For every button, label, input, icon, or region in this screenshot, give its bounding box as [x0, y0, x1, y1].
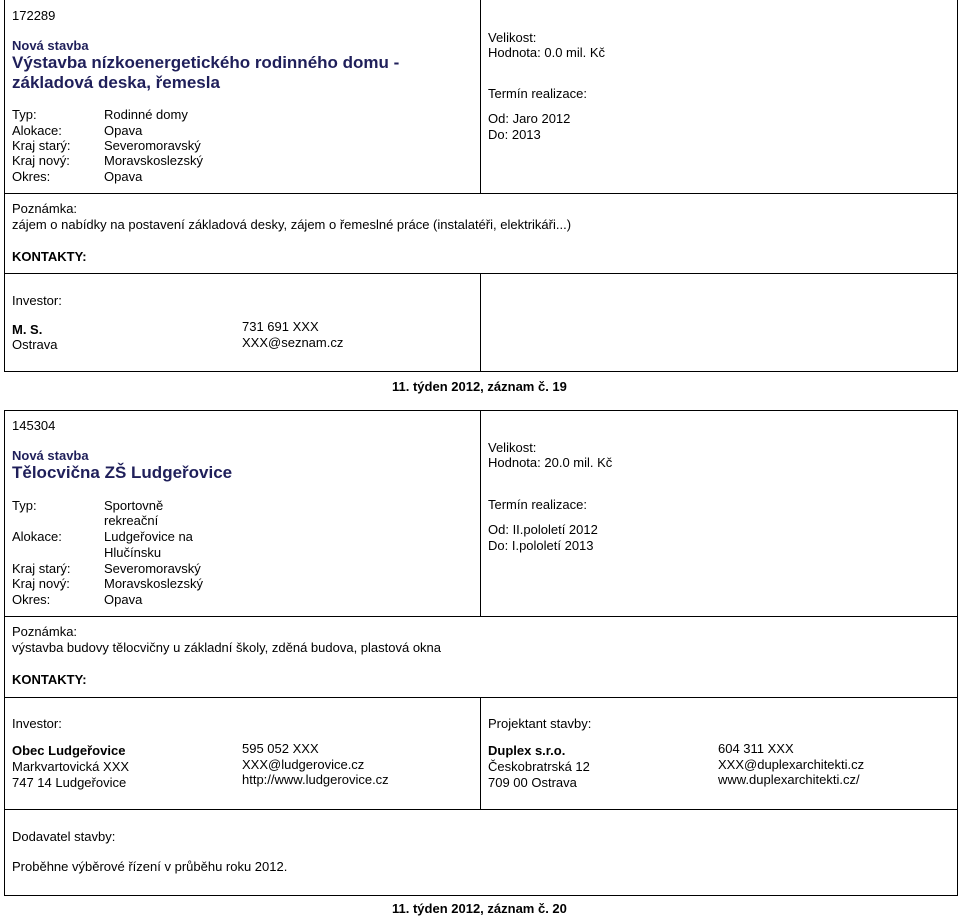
record-2-contacts-line: [4, 697, 958, 698]
record-2-designer-web[interactable]: www.duplexarchitekti.cz/: [718, 772, 860, 787]
record-2-supplier-line: [4, 809, 958, 810]
record-2-category: Nová stavba: [12, 448, 89, 463]
field-label: Okres:: [12, 169, 51, 184]
record-2-investor-name: Obec Ludgeřovice: [12, 743, 126, 758]
record-2-designer-street: Českobratrská 12: [488, 759, 590, 774]
field-value: Severomoravský: [104, 561, 201, 576]
record-1-investor-email: XXX@seznam.cz: [242, 335, 344, 350]
record-1-title-line2: základová deska, řemesla: [12, 73, 220, 92]
field-value: Hlučínsku: [104, 545, 162, 560]
record-1-note-label: Poznámka:: [12, 201, 78, 216]
record-1-contacts-line: [4, 273, 958, 274]
record-2-supplier-label: Dodavatel stavby:: [12, 829, 116, 844]
record-2-investor-city: 747 14 Ludgeřovice: [12, 775, 127, 790]
record-2-term-from: Od: II.pololetí 2012: [488, 522, 598, 537]
record-1-footer: 11. týden 2012, záznam č. 19: [392, 379, 567, 394]
record-1-id: 172289: [12, 8, 56, 23]
field-label: Kraj nový:: [12, 153, 70, 168]
record-1-header-divider: [480, 0, 481, 193]
field-value: rekreační: [104, 513, 159, 528]
field-label: Typ:: [12, 498, 37, 513]
record-2-header-bottom-line: [4, 616, 958, 617]
record-2-header-divider: [480, 410, 481, 616]
record-2-investor-street: Markvartovická XXX: [12, 759, 130, 774]
record-2-designer-city: 709 00 Ostrava: [488, 775, 577, 790]
record-1-term-from: Od: Jaro 2012: [488, 111, 571, 126]
field-label: Okres:: [12, 592, 51, 607]
record-2-title: Tělocvična ZŠ Ludgeřovice: [12, 463, 233, 482]
record-2-note-label: Poznámka:: [12, 624, 78, 639]
record-2-id: 145304: [12, 418, 56, 433]
field-value: Opava: [104, 592, 143, 607]
field-value: Opava: [104, 169, 143, 184]
record-1-term-label: Termín realizace:: [488, 86, 587, 101]
record-1-contacts-label: KONTAKTY:: [12, 249, 87, 264]
record-1-header-bottom-line: [4, 193, 958, 194]
record-1-investor-name: M. S.: [12, 322, 43, 337]
record-1-contacts-divider: [480, 273, 481, 372]
record-2-contacts-label: KONTAKTY:: [12, 672, 87, 687]
record-1-value: Hodnota: 0.0 mil. Kč: [488, 45, 606, 60]
record-1-category: Nová stavba: [12, 38, 89, 53]
field-label: Alokace:: [12, 529, 62, 544]
record-1-title-line1: Výstavba nízkoenergetického rodinného domu -: [12, 53, 400, 72]
field-value: Moravskoslezský: [104, 153, 203, 168]
record-2-supplier-text: Proběhne výběrové řízení v průběhu roku 2012.: [12, 859, 288, 874]
field-label: Alokace:: [12, 123, 62, 138]
record-2-designer-name: Duplex s.r.o.: [488, 743, 566, 758]
field-value: Moravskoslezský: [104, 576, 203, 591]
record-2-designer-label: Projektant stavby:: [488, 716, 592, 731]
record-2-contacts-divider: [480, 697, 481, 809]
record-2-investor-web[interactable]: http://www.ludgerovice.cz: [242, 772, 389, 787]
field-value: Sportovně: [104, 498, 164, 513]
record-1-term-to: Do: 2013: [488, 127, 541, 142]
record-2-term-label: Termín realizace:: [488, 497, 587, 512]
field-label: Kraj starý:: [12, 138, 71, 153]
record-2-footer: 11. týden 2012, záznam č. 20: [392, 901, 567, 916]
field-label: Kraj nový:: [12, 576, 70, 591]
record-2-size-label: Velikost:: [488, 440, 537, 455]
record-1-investor-label: Investor:: [12, 293, 62, 308]
field-value: Severomoravský: [104, 138, 201, 153]
record-1-investor-phone: 731 691 XXX: [242, 319, 319, 334]
field-value: Rodinné domy: [104, 107, 188, 122]
record-2-designer-phone: 604 311 XXX: [718, 741, 794, 756]
record-2-note: výstavba budovy tělocvičny u základní školy, zděná budova, plastová okna: [12, 640, 442, 655]
record-2-designer-email: XXX@duplexarchitekti.cz: [718, 757, 865, 772]
record-1-note: zájem o nabídky na postavení základová desky, zájem o řemeslné práce (instalatéři, elektrikáři...): [12, 217, 572, 232]
record-2-investor-phone: 595 052 XXX: [242, 741, 319, 756]
field-label: Kraj starý:: [12, 561, 71, 576]
field-label: Typ:: [12, 107, 37, 122]
field-value: Opava: [104, 123, 143, 138]
record-1-size-label: Velikost:: [488, 30, 537, 45]
record-1-investor-city: Ostrava: [12, 337, 58, 352]
record-2-value: Hodnota: 20.0 mil. Kč: [488, 455, 613, 470]
record-2-investor-label: Investor:: [12, 716, 62, 731]
field-value: Ludgeřovice na: [104, 529, 193, 544]
record-2-term-to: Do: I.pololetí 2013: [488, 538, 594, 553]
record-2-investor-email: XXX@ludgerovice.cz: [242, 757, 365, 772]
